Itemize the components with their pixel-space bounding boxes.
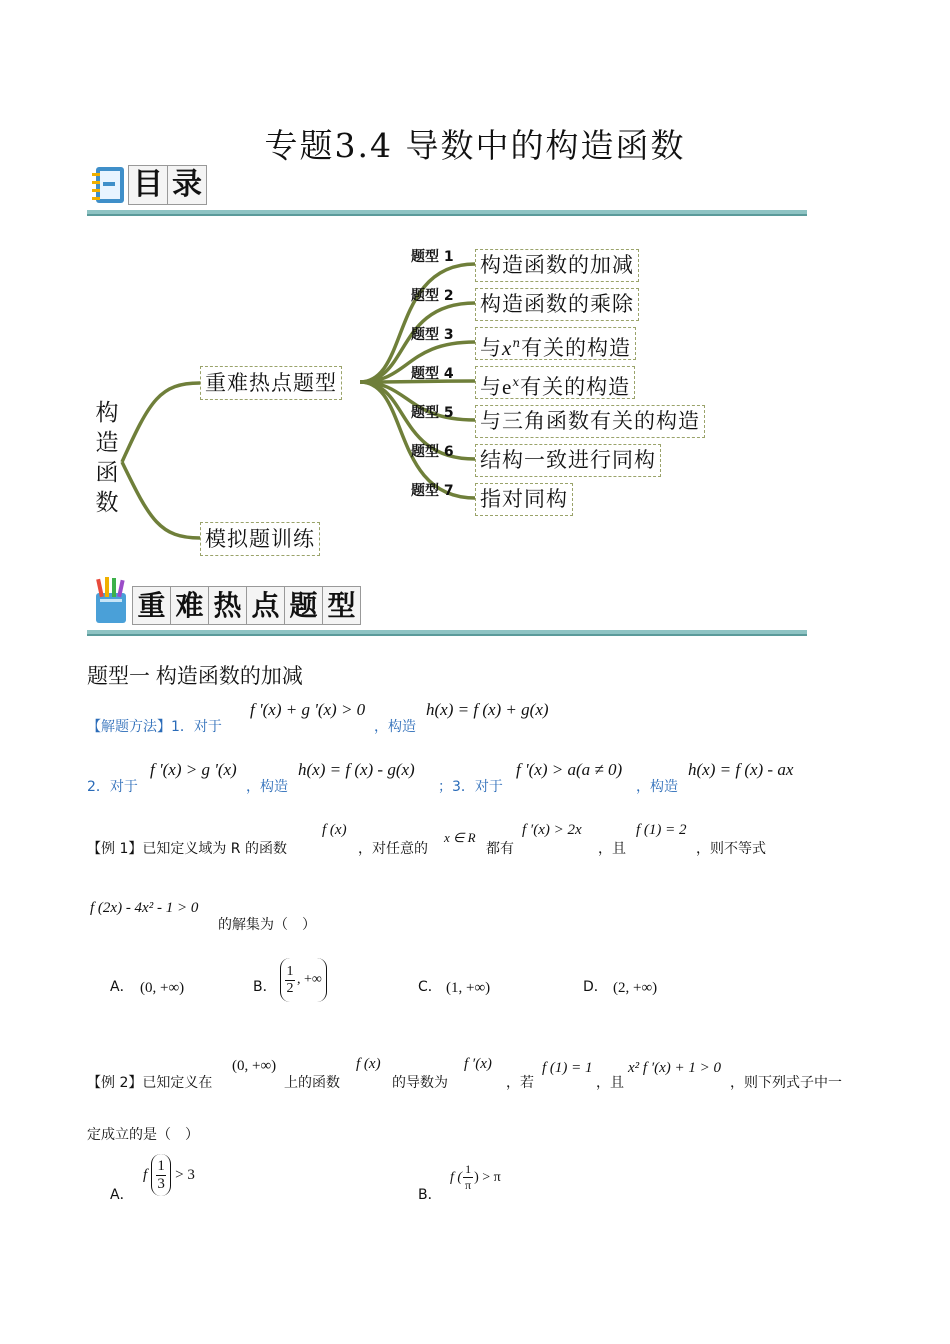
math-expr: f ′(x) > 2x <box>522 822 582 838</box>
fraction-num: 1 <box>465 1162 472 1176</box>
option-value: (1, +∞) <box>446 980 491 996</box>
leaf-math-sup: x <box>512 375 521 389</box>
math-expr: x² f ′(x) + 1 > 0 <box>628 1060 721 1076</box>
math-expr: h(x) = f (x) - g(x) <box>298 760 415 779</box>
mindmap-leaf-6: 结构一致进行同构 <box>475 444 661 477</box>
section-header-char: 难 <box>170 586 208 625</box>
option-label: B． <box>253 979 277 995</box>
math-expr: f '(x) > g '(x) <box>150 760 237 779</box>
mindmap-leaf-label: 题型 2 <box>411 288 454 304</box>
mindmap-root-char: 造 <box>95 430 119 456</box>
option-b-value <box>450 1162 501 1193</box>
mindmap-leaf-5: 与三角函数有关的构造 <box>475 405 705 438</box>
mindmap-leaf-label: 题型 3 <box>411 327 454 343</box>
example1-text: ，且 <box>598 841 626 857</box>
math-f: f <box>143 1166 148 1183</box>
math-expr: f (1) = 1 <box>542 1060 593 1076</box>
example1-text: 【例 1】已知定义域为 R 的函数 <box>87 841 287 857</box>
option-value: (0, +∞) <box>140 980 185 996</box>
section-header-char: 题 <box>284 586 322 625</box>
mindmap-root-char: 函 <box>95 460 119 486</box>
option-value: (2, +∞) <box>613 980 658 996</box>
math-expr: f '(x) + g '(x) > 0 <box>250 700 366 719</box>
fraction-den: 3 <box>157 1175 165 1192</box>
mindmap-root-char: 构 <box>95 400 119 426</box>
section-header-char: 点 <box>246 586 284 625</box>
example1-text: 都有 <box>486 841 514 857</box>
option-label: A． <box>110 979 134 995</box>
leaf-math: e <box>502 375 513 399</box>
example2-text: 上的函数 <box>284 1075 340 1091</box>
example2-text: 【例 2】已知定义在 <box>87 1075 213 1091</box>
fraction-tail: , +∞ <box>297 972 322 987</box>
math-expr: x ∈ R <box>444 830 476 845</box>
example2-text: 的导数为 <box>392 1075 448 1091</box>
option-label: A． <box>110 1187 134 1203</box>
fraction <box>463 1162 473 1193</box>
leaf-text: 有关的构造 <box>521 336 632 360</box>
mindmap-branch-main: 重难热点题型 <box>200 366 342 400</box>
mindmap-leaf-1: 构造函数的加减 <box>475 249 639 282</box>
math-expr: f (1) = 2 <box>636 822 687 838</box>
math-f: f ( <box>450 1169 463 1185</box>
option-tail: ) > π <box>474 1169 501 1185</box>
example1-text: ，则不等式 <box>696 841 766 857</box>
math-expr: f (x) <box>356 1056 381 1072</box>
toc-header-char: 目 <box>128 165 167 205</box>
method-text: 2．对于 <box>87 779 138 795</box>
mindmap-leaf-label: 题型 4 <box>411 366 454 382</box>
mindmap-leaf-2: 构造函数的乘除 <box>475 288 639 321</box>
option-label: C． <box>418 979 442 995</box>
method-label: 【解题方法】1．对于 <box>87 719 222 735</box>
section-header-char: 型 <box>322 586 361 625</box>
math-expr: f (2x) - 4x² - 1 > 0 <box>90 900 199 916</box>
option-a-value <box>143 1152 195 1198</box>
math-expr: f (x) <box>322 822 347 838</box>
method-text: ，构造 <box>374 719 416 735</box>
fraction-den: π <box>465 1178 472 1192</box>
example1-text: 的解集为（ ） <box>218 917 316 933</box>
leaf-text: 与 <box>480 375 502 399</box>
example2-text: ，且 <box>596 1075 624 1091</box>
toc-header-char: 录 <box>167 165 207 205</box>
fraction-num: 1 <box>157 1157 165 1174</box>
option-tail: > 3 <box>175 1166 195 1183</box>
option-label: B． <box>418 1187 442 1203</box>
fraction <box>156 1158 166 1193</box>
method-text: ；3．对于 <box>438 779 503 795</box>
math-expr: h(x) = f (x) - ax <box>688 760 794 779</box>
example2-text: ，则下列式子中一 <box>730 1075 842 1091</box>
mindmap-leaf-7: 指对同构 <box>475 483 573 516</box>
paren-group <box>151 1154 171 1196</box>
mindmap-leaf-label: 题型 6 <box>411 444 454 460</box>
mindmap-root <box>92 398 122 518</box>
fraction-den: 2 <box>286 980 294 996</box>
option-label: D． <box>583 979 608 995</box>
page-title: 专题3.4 导数中的构造函数 <box>264 126 686 165</box>
mindmap-leaf-label: 题型 1 <box>411 249 454 265</box>
type1-heading: 题型一 构造函数的加减 <box>87 665 303 688</box>
section-rule <box>87 630 807 636</box>
mindmap-leaf-3 <box>475 327 636 360</box>
mindmap-leaf-label: 题型 5 <box>411 405 454 421</box>
mindmap-root-char: 数 <box>95 490 119 516</box>
section-header <box>90 575 361 625</box>
pencil-cup-icon <box>90 575 132 625</box>
fraction-num: 1 <box>286 963 294 979</box>
math-expr: h(x) = f (x) + g(x) <box>426 700 549 719</box>
math-expr: f '(x) > a(a ≠ 0) <box>516 760 623 779</box>
mindmap-leaf-4 <box>475 366 635 399</box>
example2-text: ，若 <box>506 1075 534 1091</box>
fraction <box>285 964 295 997</box>
leaf-math: x <box>502 336 513 360</box>
leaf-text: 与 <box>480 336 502 360</box>
section-header-char: 重 <box>132 586 170 625</box>
math-expr: f ′(x) <box>464 1056 492 1072</box>
method-text: ，构造 <box>636 779 678 795</box>
mindmap-branch-practice: 模拟题训练 <box>200 522 320 556</box>
math-expr: (0, +∞) <box>232 1058 277 1074</box>
option-value-fraction <box>280 958 327 1002</box>
leaf-text: 有关的构造 <box>520 375 631 399</box>
mindmap-leaf-label: 题型 7 <box>411 483 454 499</box>
example2-text: 定成立的是（ ） <box>87 1127 199 1143</box>
leaf-math-sup: n <box>512 336 522 350</box>
method-text: ，构造 <box>246 779 288 795</box>
example1-text: ，对任意的 <box>358 841 428 857</box>
section-header-char: 热 <box>208 586 246 625</box>
